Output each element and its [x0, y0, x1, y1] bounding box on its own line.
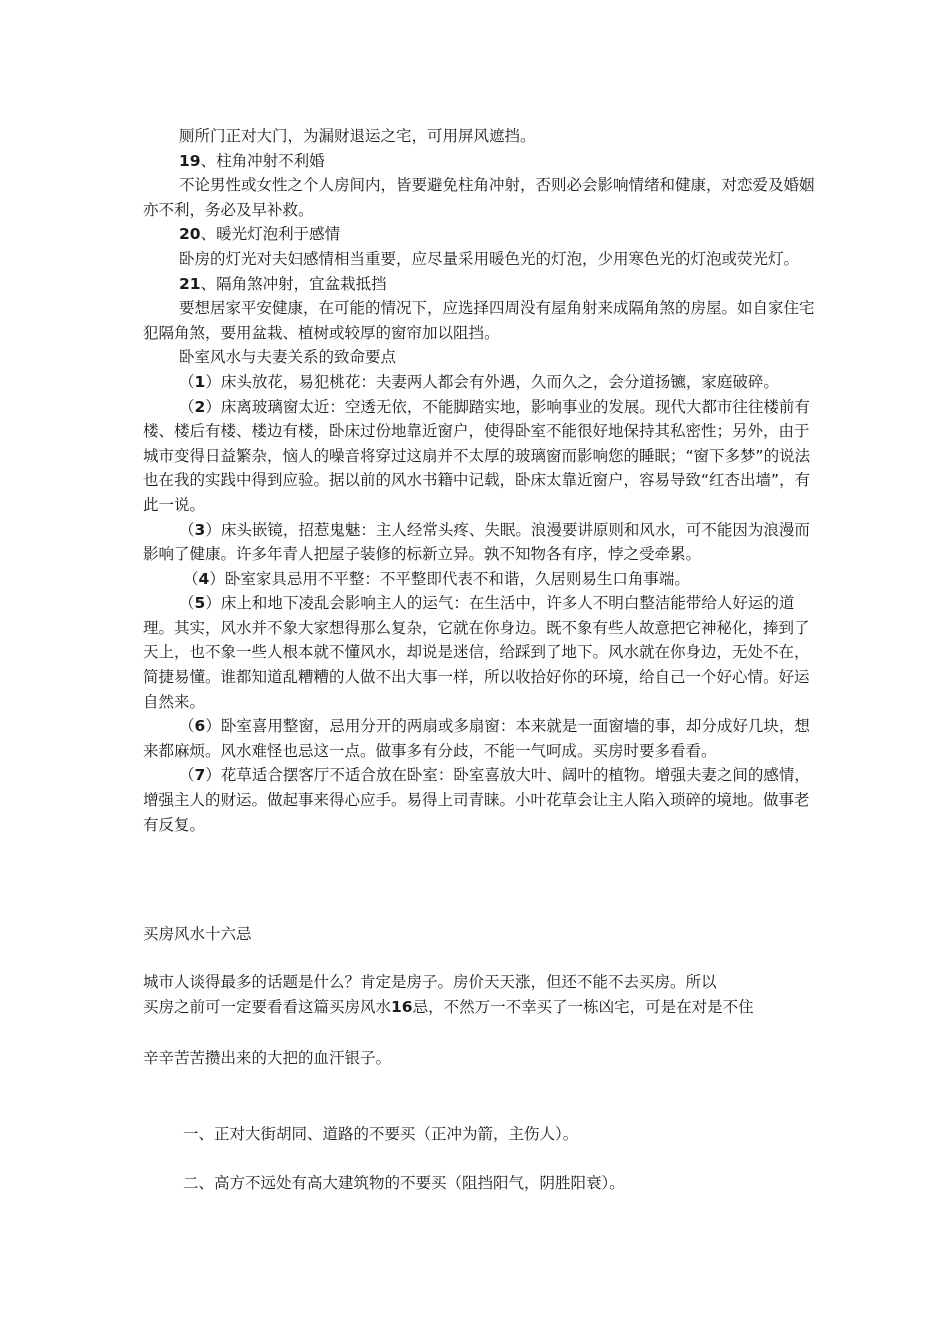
heading-20-number: 20 — [179, 225, 201, 244]
heading-21 — [143, 272, 815, 297]
paragraph-toilet-door: 厕所门正对大门，为漏财退运之宅，可用屏风遮挡。 — [179, 127, 536, 145]
list-item-7-text: ）花草适合摆客厅不适合放在卧室：卧室喜放大叶、阔叶的植物。增强夫妻之间的感情，增强主人的财运。做起事来得心应手。易得上司青睐。小叶花草会让主人陷入琐碎的境地。做事老有反复。 — [143, 766, 810, 834]
paragraph-20: 卧房的灯光对夫妇感情相当重要，应尽量采用暖色光的灯泡，少用寒色光的灯泡或荧光灯。 — [179, 249, 800, 268]
list-item-3-paren: （ — [179, 520, 195, 539]
list-item-4-paren: （ — [183, 569, 199, 588]
bedroom-section-title: 卧室风水与夫妻关系的致命要点 — [179, 348, 397, 367]
list-item-6-text: ）卧室喜用整窗，忌用分开的两扇或多扇窗：本来就是一面窗墙的事，却分成好几块，想来都麻烦。风水难怪也忌这一点。做事多有分歧，不能一气呵成。买房时要多看看。 — [143, 717, 810, 760]
list-item-5 — [143, 591, 815, 714]
paragraph-21: 要想居家平安健康，在可能的情况下，应选择四周没有屋角射来成隔角煞的房屋。如自家住宅犯隔角煞，要用盆栽、植树或较厚的窗帘加以阻挡。 — [143, 299, 815, 342]
heading-20-text: 、暖光灯泡利于感情 — [200, 225, 341, 244]
list-item-2-paren: （ — [179, 397, 195, 416]
list-item-4-text: ）卧室家具忌用不平整：不平整即代表不和谐，久居则易生口角事端。 — [209, 569, 690, 588]
list-item-6 — [143, 714, 815, 763]
section-title: 买房风水十六忌 — [143, 925, 252, 943]
intro-line-2b: 忌，不然万一不幸买了一栋凶宅，可是在对是不住 — [412, 997, 754, 1016]
list-item-2-number: 2 — [194, 397, 206, 416]
list-item-2-text: ）床离玻璃窗太近：空透无依，不能脚踏实地，影响事业的发展。现代大都市往往楼前有楼、楼后有楼、楼边有楼，卧床过份地靠近窗户，使得卧室不能很好地保持其私密性；另外，由于城市变得日益繁杂，恼人的噪音将穿过这扇并不太厚的玻璃窗而影响您的睡眠；“窗下多梦”的说法也在我的实践中得到应验。据以前的风水书籍中记载，卧床太靠近窗户，容易导致“红杏出墙”，有此一说。 — [143, 397, 811, 514]
list-item-1-text: ）床头放花，易犯桃花：夫妻两人都会有外遇，久而久之，会分道扬镳，家庭破碎。 — [205, 372, 779, 391]
list-item-6-paren: （ — [179, 717, 195, 736]
heading-21-text: 、隔角煞冲射，宜盆栽抵挡 — [200, 274, 387, 293]
list-item-5-paren: （ — [179, 594, 195, 613]
intro-line-1: 城市人谈得最多的话题是什么？肯定是房子。房价天天涨，但还不能不去买房。所以 — [143, 973, 717, 991]
rule-1: 一、正对大街胡同、道路的不要买（正冲为箭，主伤人）。 — [183, 1125, 579, 1143]
list-item-1-paren: （ — [179, 372, 195, 391]
list-item-6-number: 6 — [194, 717, 206, 736]
heading-19 — [143, 149, 815, 174]
intro-paragraph — [143, 970, 823, 1019]
intro-line-2a: 买房之前可一定要看看这篇买房风水 — [143, 997, 392, 1016]
intro-number: 16 — [391, 997, 413, 1016]
heading-20 — [143, 222, 815, 247]
list-item-4-number: 4 — [198, 569, 210, 588]
list-item-2 — [143, 395, 815, 518]
rule-2: 二、高方不远处有高大建筑物的不要买（阻挡阳气，阴胜阳衰）。 — [183, 1174, 625, 1192]
list-item-3 — [143, 518, 815, 567]
list-item-5-text: ）床上和地下凌乱会影响主人的运气：在生活中，许多人不明白整洁能带给人好运的道理。其实，风水并不象大家想得那么复杂，它就在你身边。既不象有些人故意把它神秘化，捧到了天上，也不象一些人根本就不懂风水，却说是迷信，给踩到了地下。风水就在你身边，无处不在，简捷易懂。谁都知道乱糟糟的人做不出大事一样，所以收拾好你的环境，给自己一个好心情。好运自然来。 — [143, 594, 810, 711]
heading-19-text: 、柱角冲射不利婚 — [200, 151, 325, 170]
heading-19-number: 19 — [179, 151, 201, 170]
list-item-4 — [143, 567, 815, 592]
text-block-top — [143, 124, 815, 837]
list-item-7-paren: （ — [179, 766, 195, 785]
paragraph-19: 不论男性或女性之个人房间内，皆要避免柱角冲射，否则必会影响情绪和健康，对恋爱及婚姻亦不利，务必及早补救。 — [143, 176, 815, 219]
list-item-5-number: 5 — [194, 594, 206, 613]
list-item-1-number: 1 — [194, 372, 206, 391]
list-item-7 — [143, 763, 815, 837]
intro-line-3: 辛辛苦苦攒出来的大把的血汗银子。 — [143, 1049, 392, 1067]
list-item-1 — [143, 370, 815, 395]
heading-21-number: 21 — [179, 274, 201, 293]
list-item-7-number: 7 — [194, 766, 206, 785]
list-item-3-text: ）床头嵌镜，招惹鬼魅：主人经常头疼、失眠。浪漫要讲原则和风水，可不能因为浪漫而影响了健康。许多年青人把屋子装修的标新立异。孰不知物各有序，悖之受牵累。 — [143, 520, 810, 564]
list-item-3-number: 3 — [194, 520, 206, 539]
